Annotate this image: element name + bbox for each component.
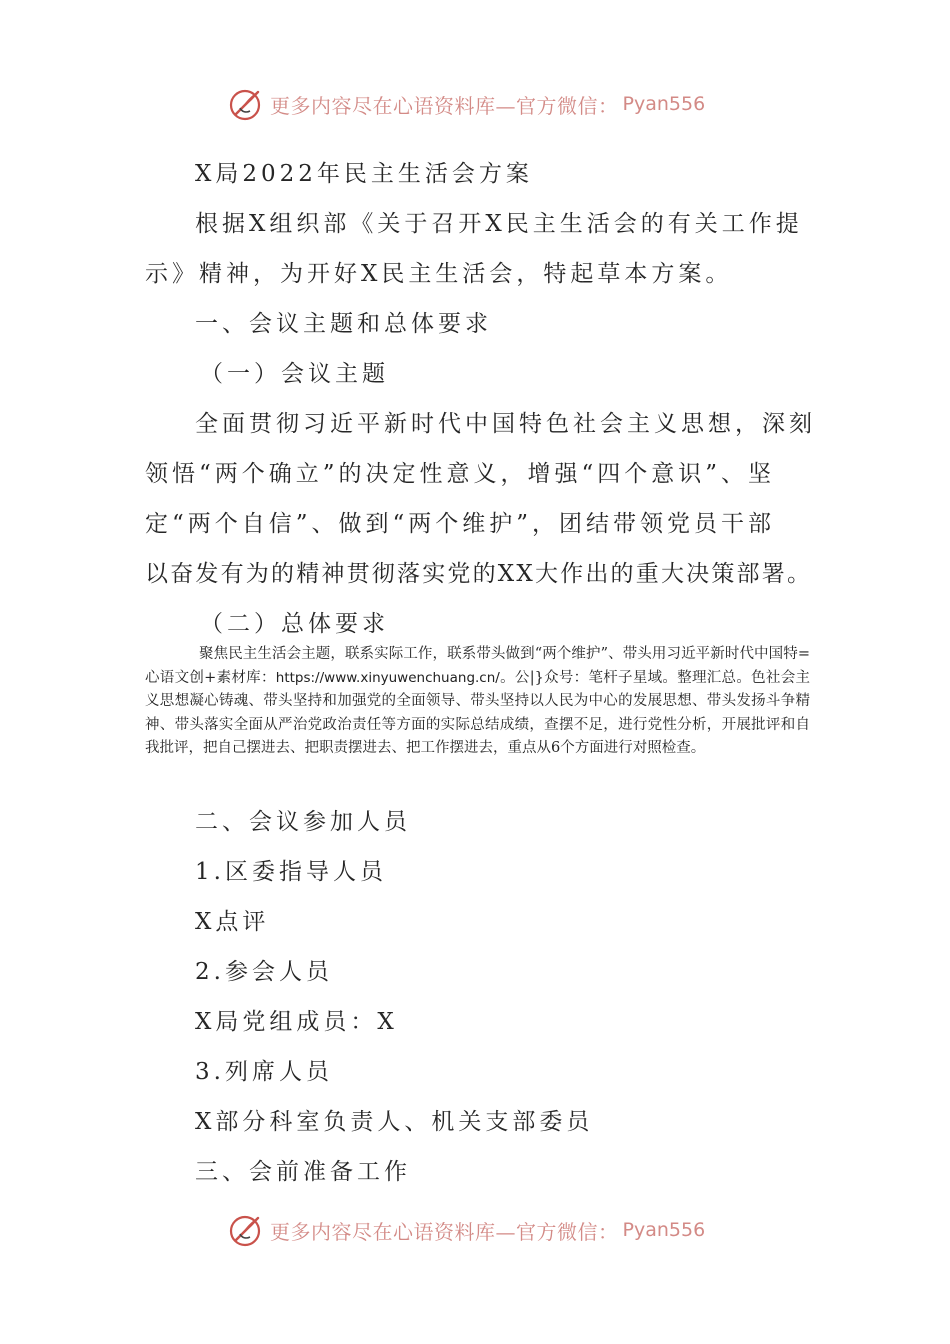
item-2: 2.参会人员	[195, 959, 333, 985]
item-2-detail: X局党组成员：X	[195, 1009, 398, 1035]
requirements-paragraph	[145, 643, 810, 761]
banner-account: Pyan556	[622, 93, 706, 115]
theme-line-2: 领悟“两个确立”的决定性意义，增强“四个意识”、坚	[145, 461, 776, 487]
theme-line-1: 全面贯彻习近平新时代中国特色社会主义思想，深刻	[195, 411, 816, 437]
subsection-1-heading: （一）会议主题	[200, 361, 389, 387]
item-1-detail: X点评	[195, 909, 270, 935]
intro-line-1: 根据X组织部《关于召开X民主生活会的有关工作提	[195, 211, 803, 237]
item-1: 1.区委指导人员	[195, 859, 387, 885]
section-1-heading: 一、会议主题和总体要求	[195, 311, 492, 337]
section-2-heading: 二、会议参加人员	[195, 809, 411, 835]
item-3-detail: X部分科室负责人、机关支部委员	[195, 1109, 594, 1135]
header-banner	[228, 86, 705, 122]
banner-text: 更多内容尽在心语资料库—官方微信：	[270, 93, 619, 118]
requirements-text-b: 。公|}众号：笔杆子星域。整理汇总。色社会主义思想凝心铸魂、带头坚持和加强党的全面领导、带头坚持以人民为中心的发展思想、带头发扬斗争精神、带头落实全面从严治党政治责任等方面的实际总结成绩，查摆不足，进行党性分析，开展批评和自我批评，把自己摆进去、把职责摆进去、把工作摆进去，重点从6个方面进行对照检查。	[145, 669, 811, 757]
quill-logo-icon	[228, 1212, 266, 1248]
footer-banner	[228, 1212, 705, 1248]
item-3: 3.列席人员	[195, 1059, 333, 1085]
quill-logo-icon	[228, 86, 266, 122]
theme-line-3: 定“两个自信”、做到“两个维护”，团结带领党员干部	[145, 511, 776, 537]
subsection-2-heading: （二）总体要求	[200, 611, 389, 637]
resource-link[interactable]: https://www.xinyuwenchuang.cn/	[275, 669, 500, 686]
document-title: X局2022年民主生活会方案	[195, 161, 533, 187]
requirements-text-a: 聚焦民主生活会主题，联系实际工作，联系带头做到“两个维护”、带头用习近平新时代中国特=心语文创+素材库：	[145, 646, 810, 686]
intro-line-2: 示》精神，为开好X民主生活会，特起草本方案。	[145, 261, 733, 287]
theme-line-4: 以奋发有为的精神贯彻落实党的XX大作出的重大决策部署。	[145, 561, 813, 587]
banner-account: Pyan556	[622, 1219, 706, 1241]
section-3-heading: 三、会前准备工作	[195, 1159, 411, 1185]
banner-text: 更多内容尽在心语资料库—官方微信：	[270, 1219, 619, 1244]
